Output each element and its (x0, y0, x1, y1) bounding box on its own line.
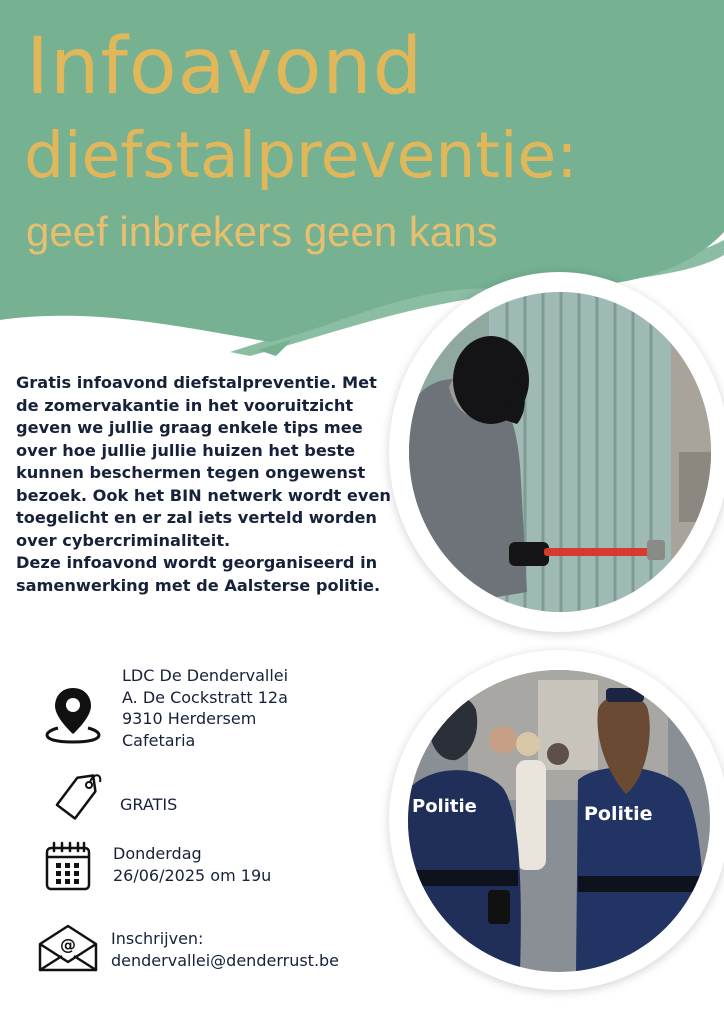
burglar-photo (409, 292, 711, 612)
politie-label-right: Politie (584, 803, 653, 825)
date-day: Donderdag (113, 844, 202, 863)
location-street: A. De Cockstratt 12a (122, 687, 288, 707)
registration-email[interactable]: dendervallei@denderrust.be (111, 950, 340, 970)
map-pin-icon (44, 684, 102, 744)
email-envelope-icon (36, 922, 100, 974)
intro-paragraph-1: Gratis infoavond diefstalpreventie. Met de zomervakantie in het vooruitzicht geven we jullie graag enkele tips mee over hoe jullie jullie huizen het beste kunnen beschermen tegen ongewenst bezoek. Ook het BIN netwerk wordt even toegelicht en er zal iets verteld worden over cybercriminaliteit. (16, 373, 391, 550)
politie-label-left: Politie (412, 796, 477, 817)
location-city: 9310 Herdersem (122, 709, 257, 728)
title-line-2: diefstalpreventie: (24, 119, 578, 192)
price-text: GRATIS (120, 795, 178, 814)
title-line-1: Infoavond (26, 22, 424, 112)
location-room: Cafetaria (122, 730, 196, 750)
registration-text (111, 928, 339, 971)
date-datetime: 26/06/2025 om 19u (113, 865, 272, 885)
location-name: LDC De Dendervallei (122, 666, 289, 685)
calendar-icon (44, 840, 92, 892)
location-text (122, 665, 288, 751)
subtitle: geef inbrekers geen kans (26, 208, 498, 255)
intro-paragraph-2: Deze infoavond wordt georganiseerd in samenwerking met de Aalsterse politie. (16, 553, 381, 595)
date-text (113, 843, 271, 886)
police-photo (408, 670, 710, 972)
registration-label: Inschrijven: (111, 929, 204, 948)
intro-text (16, 372, 396, 597)
svg-text:@: @ (60, 935, 76, 954)
price-tag-icon (50, 770, 104, 824)
